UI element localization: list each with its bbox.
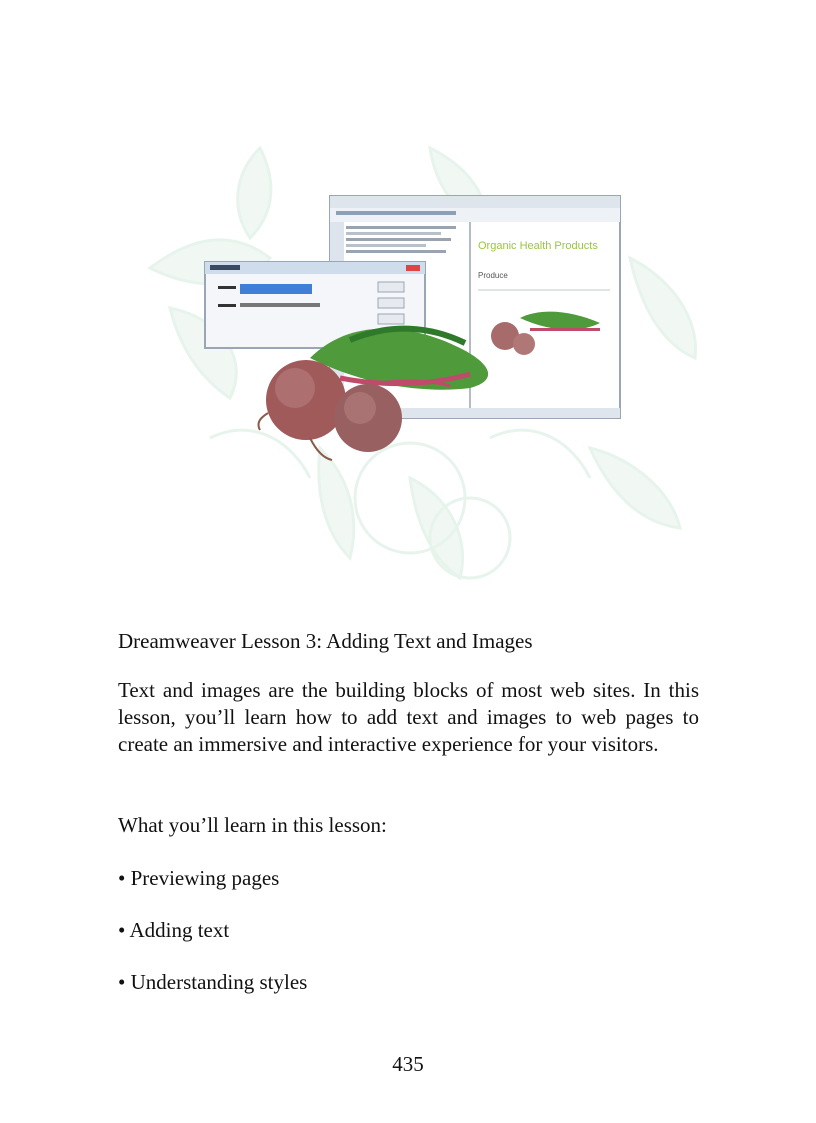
screenshot-subheading: Produce — [478, 271, 508, 280]
lesson-intro: What you’ll learn in this lesson: — [118, 813, 387, 837]
page-number: 435 — [392, 1052, 424, 1076]
lesson-description: Text and images are the building blocks of most web sites. In this lesson, you’ll learn how to add text and images to web pages to create an immersive and interactive experience for your visitors. — [118, 678, 699, 756]
bullet-adding-text: • Adding text — [118, 918, 230, 942]
lesson-title: Dreamweaver Lesson 3: Adding Text and Images — [118, 629, 533, 653]
bullet-previewing-pages: • Previewing pages — [118, 866, 280, 890]
bullet-understanding-styles: • Understanding styles — [118, 970, 308, 994]
lesson-illustration — [110, 118, 710, 596]
screenshot-heading: Organic Health Products — [478, 240, 598, 252]
